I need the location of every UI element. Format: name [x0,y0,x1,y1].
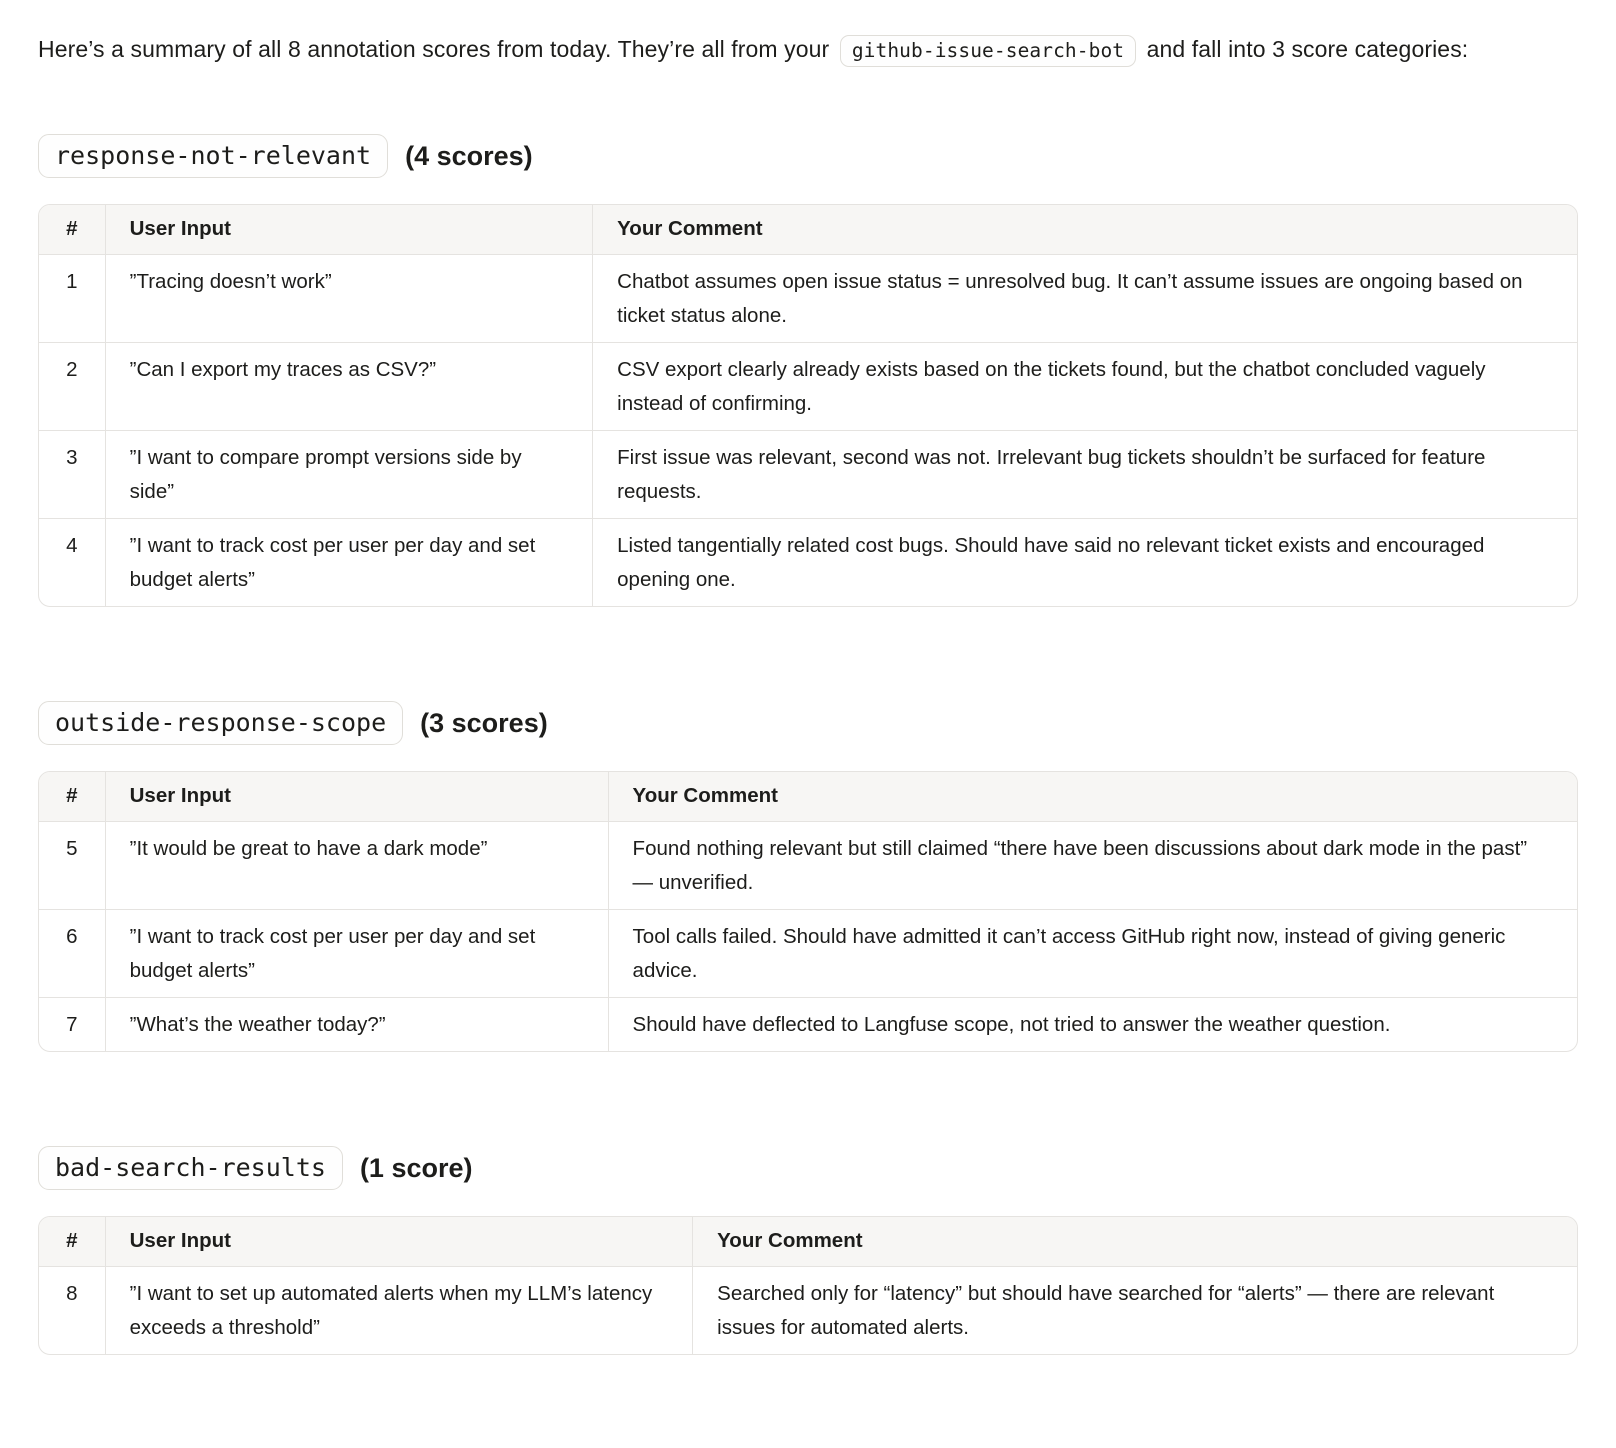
row-number-cell: 5 [39,822,105,910]
intro-text-after: and fall into 3 score categories: [1146,36,1469,62]
col-header-user-input: User Input [105,1217,693,1267]
col-header-user-input: User Input [105,772,608,822]
your-comment-cell: Chatbot assumes open issue status = unresolved bug. It can’t assume issues are ongoing based on ticket status alone. [593,255,1577,343]
your-comment-cell: Found nothing relevant but still claimed “there have been discussions about dark mode in the past” — unverified. [608,822,1577,910]
scores-table [38,771,1578,1052]
table-header-row [39,772,1577,822]
col-header-number: # [39,205,105,255]
row-number-cell: 1 [39,255,105,343]
score-category-section [38,701,1578,1052]
intro-paragraph [38,26,1578,74]
user-input-cell: ”I want to compare prompt versions side by side” [105,431,593,519]
section-heading [38,134,1578,178]
col-header-your-comment: Your Comment [608,772,1577,822]
scores-table [38,204,1578,607]
table-row [39,519,1577,607]
user-input-cell: ”Can I export my traces as CSV?” [105,343,593,431]
category-badge: response-not-relevant [38,134,388,178]
scores-table [38,1216,1578,1355]
table-header-row [39,1217,1577,1267]
table-row [39,343,1577,431]
col-header-number: # [39,1217,105,1267]
col-header-user-input: User Input [105,205,593,255]
score-count: (3 scores) [420,707,548,738]
user-input-cell: ”It would be great to have a dark mode” [105,822,608,910]
table-row [39,431,1577,519]
category-badge: outside-response-scope [38,701,403,745]
user-input-cell: ”I want to track cost per user per day and set budget alerts” [105,519,593,607]
row-number-cell: 8 [39,1267,105,1355]
row-number-cell: 4 [39,519,105,607]
your-comment-cell: First issue was relevant, second was not. Irrelevant bug tickets shouldn’t be surfaced for feature requests. [593,431,1577,519]
your-comment-cell: Listed tangentially related cost bugs. Should have said no relevant ticket exists and encouraged opening one. [593,519,1577,607]
row-number-cell: 6 [39,910,105,998]
table-row [39,255,1577,343]
category-badge: bad-search-results [38,1146,343,1190]
project-code-badge: github-issue-search-bot [840,35,1136,67]
row-number-cell: 3 [39,431,105,519]
section-heading [38,1146,1578,1190]
your-comment-cell: CSV export clearly already exists based on the tickets found, but the chatbot concluded vaguely instead of confirming. [593,343,1577,431]
section-heading [38,701,1578,745]
your-comment-cell: Searched only for “latency” but should have searched for “alerts” — there are relevant issues for automated alerts. [693,1267,1577,1355]
table-row [39,998,1577,1052]
score-category-section [38,134,1578,607]
table-row [39,1267,1577,1355]
score-count: (1 score) [359,1152,473,1183]
col-header-your-comment: Your Comment [693,1217,1577,1267]
score-sections [38,134,1578,1355]
table-header-row [39,205,1577,255]
user-input-cell: ”I want to set up automated alerts when my LLM’s latency exceeds a threshold” [105,1267,693,1355]
score-count: (4 scores) [405,140,533,171]
row-number-cell: 7 [39,998,105,1052]
col-header-your-comment: Your Comment [593,205,1577,255]
user-input-cell: ”I want to track cost per user per day and set budget alerts” [105,910,608,998]
your-comment-cell: Tool calls failed. Should have admitted it can’t access GitHub right now, instead of giving generic advice. [608,910,1577,998]
user-input-cell: ”Tracing doesn’t work” [105,255,593,343]
score-category-section [38,1146,1578,1355]
intro-text-before: Here’s a summary of all 8 annotation scores from today. They’re all from your [38,36,830,62]
table-row [39,910,1577,998]
annotation-summary-document [38,26,1578,1355]
your-comment-cell: Should have deflected to Langfuse scope, not tried to answer the weather question. [608,998,1577,1052]
table-row [39,822,1577,910]
user-input-cell: ”What’s the weather today?” [105,998,608,1052]
col-header-number: # [39,772,105,822]
row-number-cell: 2 [39,343,105,431]
